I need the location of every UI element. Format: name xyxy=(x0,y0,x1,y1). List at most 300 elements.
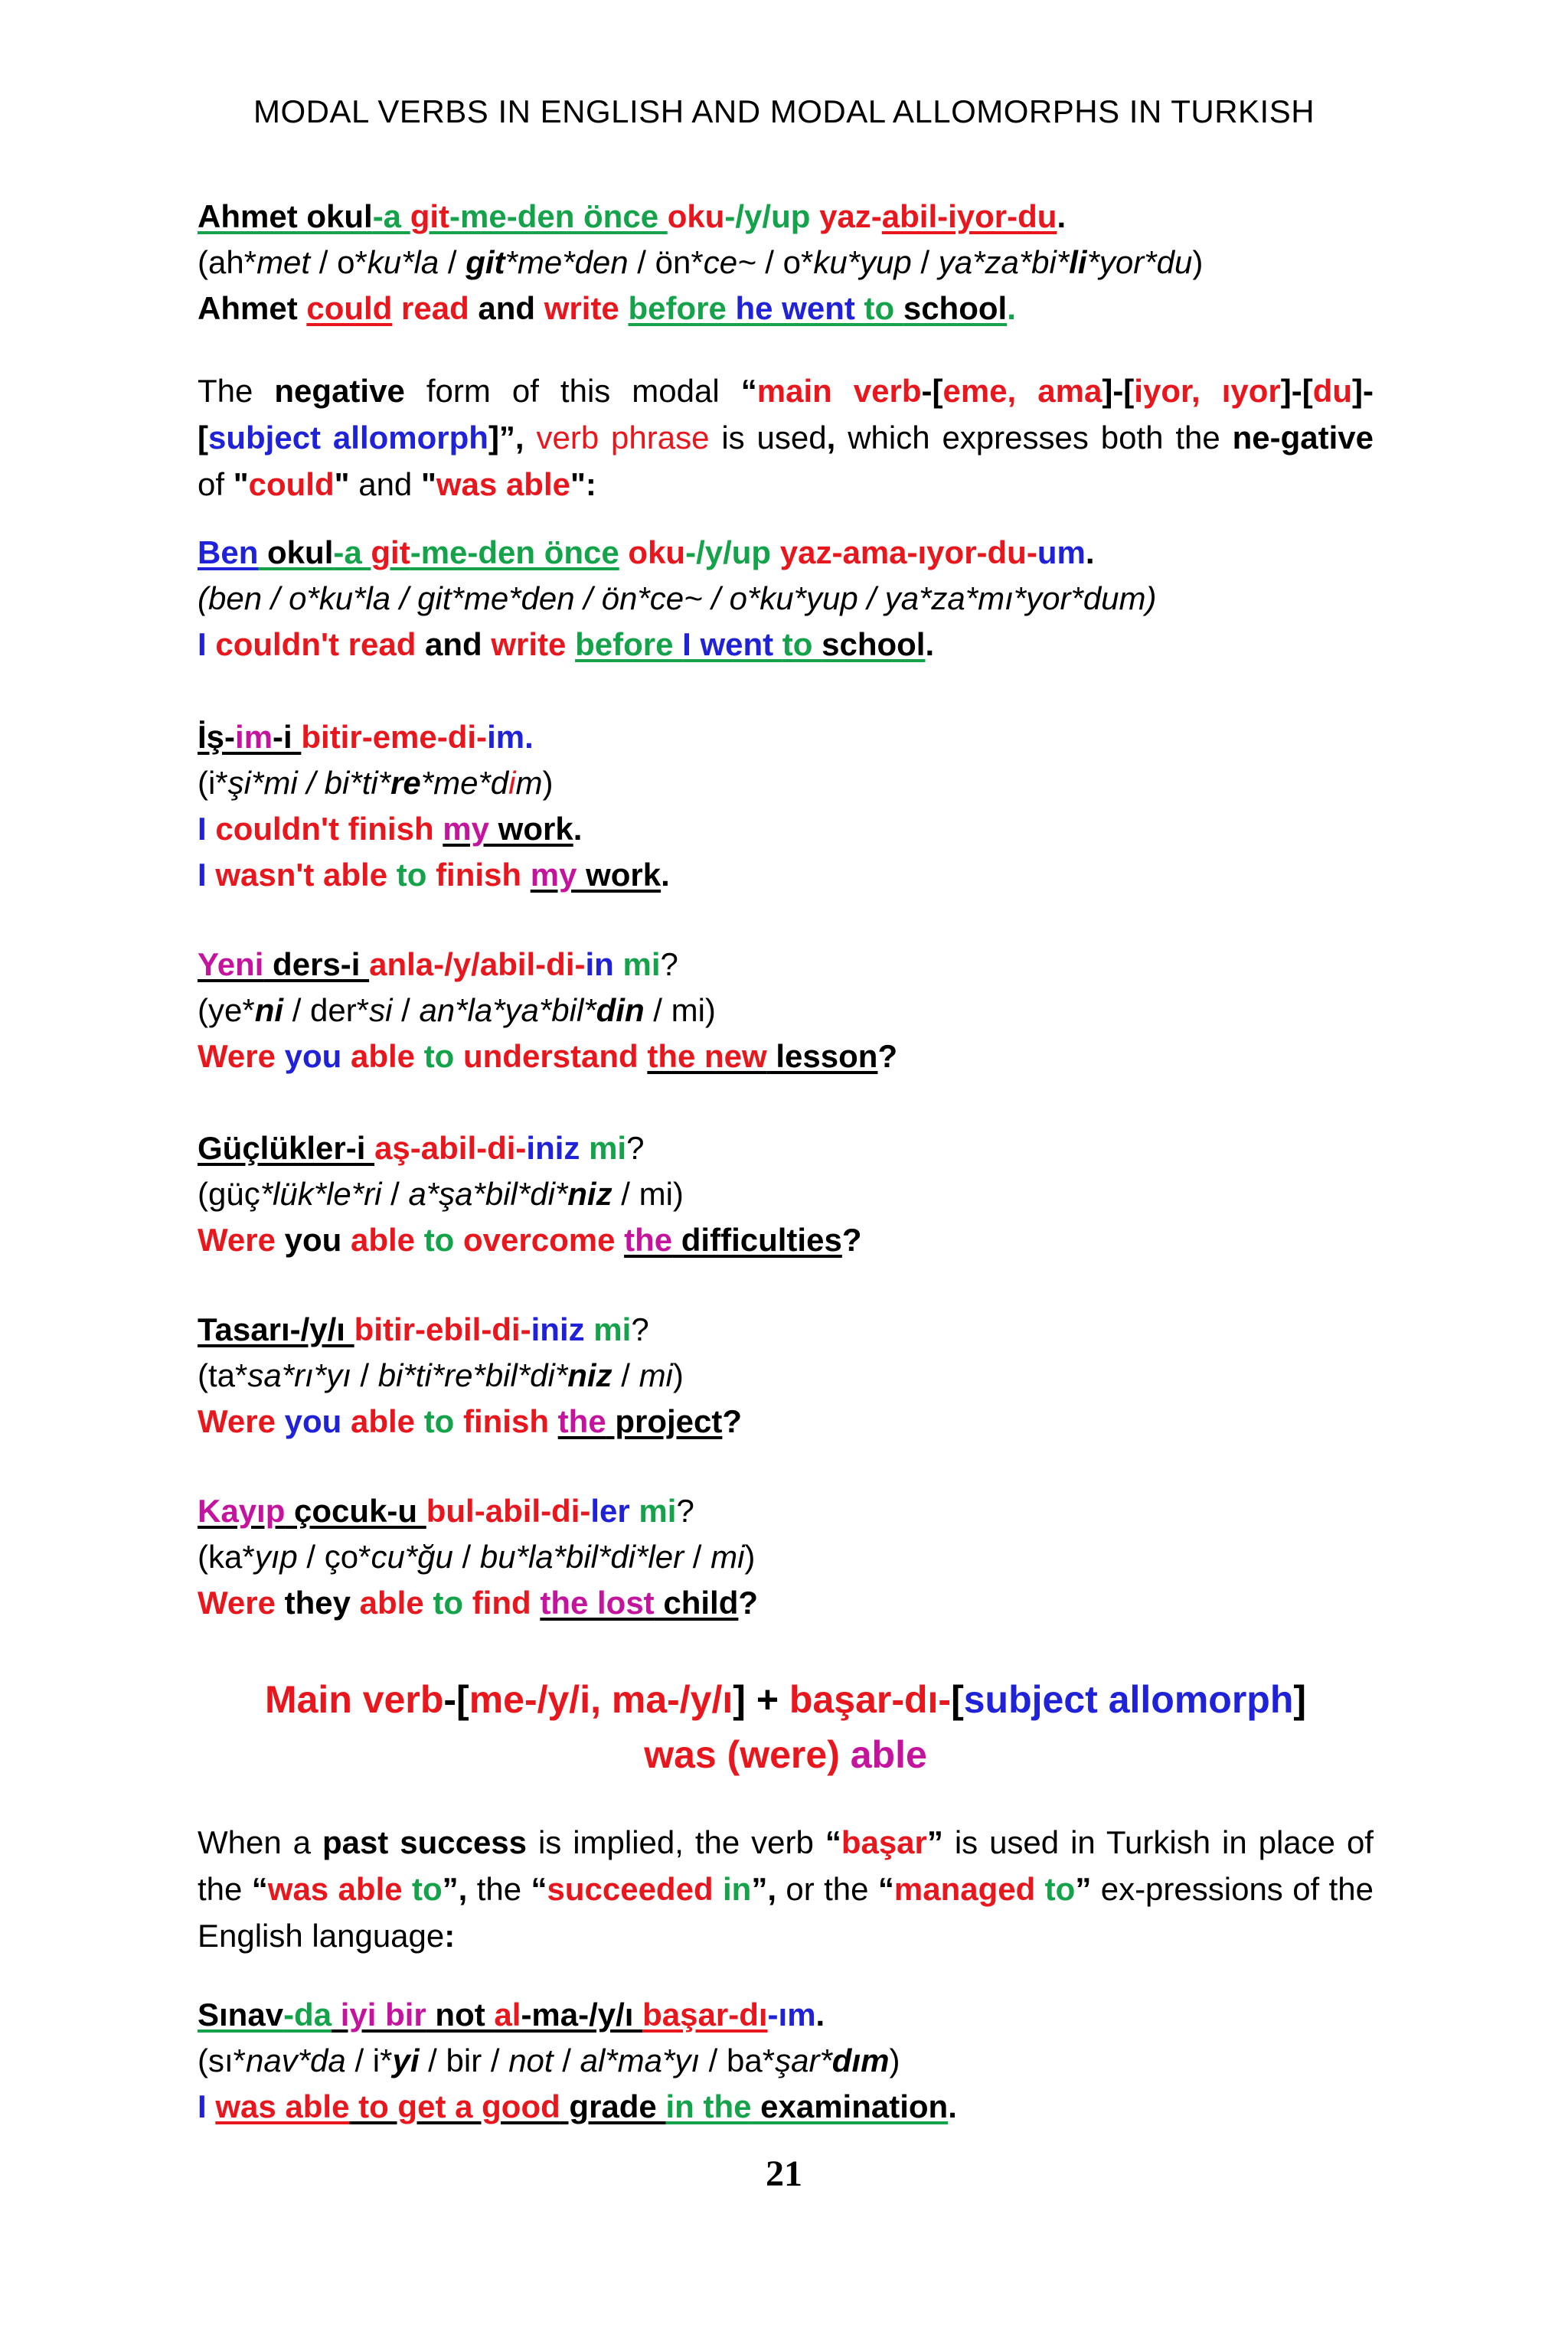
example-7 xyxy=(198,1488,1374,1626)
word: my xyxy=(530,857,577,893)
suffix: -/y/up xyxy=(685,534,780,570)
word: and xyxy=(416,626,492,662)
turkish-sentence xyxy=(198,530,1374,576)
pron: (ye* xyxy=(198,992,255,1028)
text: Main verb xyxy=(264,1678,444,1721)
pron: a*şa*bil*di* xyxy=(408,1176,568,1212)
text: “ xyxy=(825,1824,841,1860)
pron: / xyxy=(351,1357,378,1393)
word: child xyxy=(654,1585,739,1621)
suffix: -me-den önce xyxy=(449,198,668,234)
pron: cu*ğu xyxy=(371,1539,453,1575)
pron: ) xyxy=(672,1357,684,1393)
modal: could xyxy=(306,290,393,326)
pron: / ço* xyxy=(297,1539,371,1575)
suffix: -i xyxy=(273,719,302,755)
underlined-phrase xyxy=(624,1222,842,1258)
punct: ? xyxy=(722,1403,743,1439)
pronunciation xyxy=(198,2038,1374,2084)
subject-suffix: -ım xyxy=(767,1997,816,2033)
word: to xyxy=(423,1222,463,1258)
pron: i xyxy=(508,765,516,801)
underlined-phrase xyxy=(540,1585,738,1621)
pron: (i* xyxy=(198,765,228,801)
pron: mi xyxy=(639,1357,673,1393)
word: difficulties xyxy=(672,1222,842,1258)
pron: git xyxy=(466,244,505,280)
modal-suffix: yaz-ama-ıyor-du- xyxy=(779,534,1037,570)
word: - xyxy=(224,719,236,755)
word: grade xyxy=(560,2088,666,2124)
word: the xyxy=(624,1222,673,1258)
paragraph-negative xyxy=(198,367,1374,508)
text: " xyxy=(420,466,436,502)
word: to xyxy=(423,1403,463,1439)
punct: . xyxy=(1007,290,1016,326)
word: in the xyxy=(665,2088,752,2124)
english-translation-2 xyxy=(198,852,1374,898)
english-translation xyxy=(198,1217,1374,1263)
pron: / xyxy=(684,1539,711,1575)
text: " xyxy=(334,466,350,502)
text: ] xyxy=(1293,1678,1307,1721)
word: to xyxy=(433,1585,472,1621)
english-translation xyxy=(198,1033,1374,1079)
text: able xyxy=(850,1733,927,1776)
pron: / xyxy=(392,992,420,1028)
word: understand xyxy=(463,1038,648,1074)
pron: / xyxy=(381,1176,409,1212)
subject-suffix: in xyxy=(585,946,614,982)
text: ]-[ xyxy=(1102,373,1135,409)
text: -[ xyxy=(443,1678,469,1721)
verb: al xyxy=(494,1997,521,2033)
question-particle: mi xyxy=(580,1130,627,1166)
pron: / xyxy=(439,244,466,280)
underlined-phrase xyxy=(443,811,573,847)
pron: ku*la xyxy=(367,244,439,280)
word: the new xyxy=(647,1038,767,1074)
verb: git xyxy=(371,534,410,570)
word: couldn't read xyxy=(215,626,416,662)
pron: *me*d xyxy=(420,765,509,801)
subject-suffix: im xyxy=(487,719,525,755)
word: Ben xyxy=(198,534,259,570)
english-translation xyxy=(198,1399,1374,1445)
text: : xyxy=(444,1918,456,1954)
word: couldn't finish xyxy=(215,811,443,847)
text: “ xyxy=(531,1871,547,1907)
text: subject allomorph xyxy=(208,420,488,456)
punct: . xyxy=(815,1997,825,2033)
word: iyi bir xyxy=(332,1997,426,2033)
text: in xyxy=(723,1871,752,1907)
text: başar-dı- xyxy=(789,1678,952,1721)
question-particle: mi xyxy=(584,1311,632,1347)
pron: ya*za*bi* xyxy=(938,244,1070,280)
word: project xyxy=(606,1403,723,1439)
pron: din xyxy=(596,992,645,1028)
pronunciation xyxy=(198,1353,1374,1399)
text: başar xyxy=(841,1824,927,1860)
page-number: 21 xyxy=(766,2153,802,2194)
pron: nav*da xyxy=(246,2042,346,2078)
suffix: -da xyxy=(283,1997,332,2033)
word: çocuk-u xyxy=(285,1493,426,1529)
word: you xyxy=(284,1038,351,1074)
pron: met xyxy=(256,244,311,280)
underlined-phrase xyxy=(198,719,301,755)
punct: . xyxy=(524,719,534,755)
pron: not xyxy=(508,2042,554,2078)
subject-suffix: iniz xyxy=(531,1311,585,1347)
pronunciation xyxy=(198,1171,1374,1217)
word: to xyxy=(864,290,903,326)
pron: yıp xyxy=(254,1539,298,1575)
text: to xyxy=(411,1871,443,1907)
word: Kayıp xyxy=(198,1493,286,1529)
word: and xyxy=(478,290,544,326)
text: ] + xyxy=(733,1678,789,1721)
english-translation xyxy=(198,1580,1374,1626)
text: of xyxy=(198,466,234,502)
text: ” xyxy=(926,1824,943,1860)
text: iyor, ıyor xyxy=(1134,373,1281,409)
text: ” xyxy=(1075,1871,1092,1907)
pron: li xyxy=(1069,244,1087,280)
pron: bu*la*bil*di*ler xyxy=(479,1539,684,1575)
word: able xyxy=(350,1403,424,1439)
text: to xyxy=(1044,1871,1076,1907)
pronunciation xyxy=(198,988,1374,1033)
text: ": xyxy=(570,466,596,502)
pron: / xyxy=(452,1539,480,1575)
text: -[ xyxy=(921,373,943,409)
pron: / bir / xyxy=(419,2042,509,2078)
pron: / i* xyxy=(345,2042,393,2078)
word: work xyxy=(577,857,662,893)
word: Güçlükler-i xyxy=(198,1130,375,1166)
word: I xyxy=(198,811,216,847)
word: Were xyxy=(198,1038,285,1074)
example-2 xyxy=(198,530,1374,668)
punct: ? xyxy=(841,1222,862,1258)
pronunciation xyxy=(198,1534,1374,1580)
punct: . xyxy=(661,857,670,893)
subject-suffix: ler xyxy=(590,1493,630,1529)
text: ]-[ xyxy=(198,373,1374,456)
word: the xyxy=(557,1403,606,1439)
word: Ahmet xyxy=(198,290,307,326)
text: du xyxy=(1312,373,1353,409)
modal-suffix: abil-iyor-du xyxy=(881,198,1057,234)
text: was (were) xyxy=(644,1733,851,1776)
english-translation xyxy=(198,622,1374,668)
pron: / der* xyxy=(283,992,370,1028)
pron: m xyxy=(515,765,543,801)
text: was able xyxy=(267,1871,412,1907)
word: overcome xyxy=(463,1222,625,1258)
pron: ) xyxy=(744,1539,756,1575)
pron: *yor*du xyxy=(1086,244,1193,280)
question-particle: mi xyxy=(629,1493,677,1529)
word: was able xyxy=(215,2088,350,2124)
pron: (sı* xyxy=(198,2042,246,2078)
pron: ni xyxy=(254,992,284,1028)
pron: dım xyxy=(831,2042,890,2078)
word: school xyxy=(903,290,1008,326)
text: ”, xyxy=(442,1871,468,1907)
pron: bi*ti*re*bil*di* xyxy=(377,1357,568,1393)
modal-suffix: aş-abil-di- xyxy=(374,1130,527,1166)
pron: şar* xyxy=(775,2042,832,2078)
word: able xyxy=(359,1585,433,1621)
text: ne-gative xyxy=(1232,420,1374,456)
pronunciation xyxy=(198,240,1374,286)
english-translation xyxy=(198,806,1374,852)
suffix: -/y/up xyxy=(724,198,820,234)
punct: ? xyxy=(877,1038,898,1074)
text: “ xyxy=(740,373,757,409)
verb: bitir xyxy=(354,1311,415,1347)
pron: / ba* xyxy=(700,2042,776,2078)
english-translation xyxy=(198,286,1374,331)
turkish-sentence xyxy=(198,1307,1374,1353)
turkish-sentence xyxy=(198,942,1374,988)
underlined-phrase xyxy=(494,1997,642,2033)
word: İş xyxy=(198,719,225,755)
pron: ce~ xyxy=(703,244,756,280)
word: wasn't able xyxy=(215,857,397,893)
suffix: -me-den önce xyxy=(410,534,619,570)
example-8 xyxy=(198,1992,1374,2130)
text: eme, ama xyxy=(942,373,1102,409)
example-4 xyxy=(198,942,1374,1079)
punct: . xyxy=(948,2088,957,2124)
word: examination xyxy=(751,2088,949,2124)
word: able xyxy=(350,1038,424,1074)
text: is implied, the verb xyxy=(527,1824,825,1860)
text: the xyxy=(467,1871,531,1907)
text: ex-pressions of the English language xyxy=(198,1871,1374,1954)
word: before xyxy=(575,626,683,662)
pron: yi xyxy=(392,2042,420,2078)
underlined-phrase xyxy=(198,534,619,570)
turkish-sentence xyxy=(198,194,1374,240)
text: past success xyxy=(322,1824,528,1860)
word: to get a good xyxy=(349,2088,560,2124)
text: When a xyxy=(198,1824,322,1860)
turkish-sentence xyxy=(198,1488,1374,1534)
text: “ xyxy=(251,1871,268,1907)
turkish-sentence xyxy=(198,1992,1374,2038)
underlined-phrase xyxy=(198,198,668,234)
word: work xyxy=(489,811,573,847)
subject-suffix: um xyxy=(1037,534,1086,570)
pron: (güç xyxy=(198,1176,260,1212)
example-6 xyxy=(198,1307,1374,1445)
word: they xyxy=(284,1585,360,1621)
pron: / o* xyxy=(310,244,368,280)
word: to xyxy=(423,1038,463,1074)
paragraph-past-success xyxy=(198,1819,1374,1959)
pron: si xyxy=(369,992,393,1028)
pronunciation xyxy=(198,760,1374,806)
word: I went xyxy=(682,626,782,662)
pron: re xyxy=(390,765,421,801)
verb: bitir xyxy=(301,719,362,755)
pron: (ah* xyxy=(198,244,257,280)
example-3 xyxy=(198,714,1374,898)
text: verb phrase xyxy=(524,420,710,456)
verb: oku xyxy=(667,198,725,234)
subject-suffix: iniz xyxy=(526,1130,580,1166)
pron: / xyxy=(911,244,939,280)
example-1 xyxy=(198,194,1374,331)
word: school xyxy=(822,626,926,662)
pron: niz xyxy=(567,1357,612,1393)
text: form of this modal xyxy=(404,373,741,409)
word: not xyxy=(426,1997,495,2033)
underlined-phrase xyxy=(198,1997,332,2033)
pron: niz xyxy=(567,1176,612,1212)
word: write xyxy=(544,290,629,326)
text: subject allomorph xyxy=(963,1678,1294,1721)
heading-line-1 xyxy=(198,1672,1374,1727)
word: Sınav xyxy=(198,1997,284,2033)
text: The xyxy=(198,373,275,409)
running-header: MODAL VERBS IN ENGLISH AND MODAL ALLOMORPHS IN TURKISH xyxy=(253,93,1315,129)
text: ]”, xyxy=(488,420,524,456)
word: find xyxy=(472,1585,541,1621)
pron: *me*den xyxy=(505,244,629,280)
text: “ xyxy=(877,1871,894,1907)
punct: ? xyxy=(626,1130,645,1166)
pron: ) xyxy=(542,765,554,801)
modal-suffix: -ebil-di- xyxy=(414,1311,531,1347)
underlined-phrase xyxy=(628,290,1007,326)
pron: mi xyxy=(710,1539,745,1575)
text: [ xyxy=(951,1678,964,1721)
word: Ahmet okul xyxy=(198,198,373,234)
word: Were xyxy=(198,1585,285,1621)
word: write xyxy=(491,626,576,662)
text: could xyxy=(248,466,335,502)
modal-suffix: -eme-di- xyxy=(361,719,488,755)
word: okul xyxy=(258,534,334,570)
underlined-phrase xyxy=(575,626,925,662)
word: I xyxy=(198,857,216,893)
text: negative xyxy=(274,373,405,409)
example-5 xyxy=(198,1125,1374,1263)
pron: ) xyxy=(1192,244,1204,280)
word: read xyxy=(392,290,479,326)
suffix: -a xyxy=(372,198,410,234)
word: he went xyxy=(735,290,864,326)
underlined-phrase xyxy=(531,857,661,893)
punct: ? xyxy=(631,1311,649,1347)
word: before xyxy=(628,290,736,326)
text: or the xyxy=(776,1871,878,1907)
pron: / xyxy=(612,1357,639,1393)
text: , xyxy=(826,420,836,456)
suffix: im xyxy=(235,719,273,755)
word: finish xyxy=(436,857,531,893)
pron: / o* xyxy=(756,244,814,280)
text: " xyxy=(233,466,249,502)
text: was able xyxy=(436,466,570,502)
text: which expresses both the xyxy=(835,420,1233,456)
word: the lost xyxy=(540,1585,655,1621)
word: you xyxy=(284,1403,351,1439)
pron: ) xyxy=(889,2042,900,2078)
word: my xyxy=(443,811,489,847)
word: Were xyxy=(198,1222,285,1258)
punct: . xyxy=(573,811,583,847)
text: me-/y/i, ma-/y/ı xyxy=(469,1678,733,1721)
pron: (ta* xyxy=(198,1357,248,1393)
underlined-phrase xyxy=(198,946,369,982)
pron: sa*rı*yı xyxy=(247,1357,351,1393)
punct: . xyxy=(925,626,935,662)
verb: oku xyxy=(619,534,686,570)
question-particle: mi xyxy=(613,946,661,982)
pron: *lük*le*ri xyxy=(260,1176,382,1212)
word: to xyxy=(396,857,436,893)
word: I xyxy=(198,2088,216,2124)
pron: (ka* xyxy=(198,1539,255,1575)
text: ]-[ xyxy=(1280,373,1313,409)
text: is used in Turkish in place of the xyxy=(198,1824,1374,1907)
pron: / mi) xyxy=(612,1176,684,1212)
underlined-phrase xyxy=(558,1403,723,1439)
text: and xyxy=(349,466,421,502)
underlined-phrase xyxy=(665,2088,948,2124)
modal-suffix: anla-/y/abil-di- xyxy=(369,946,586,982)
word: lesson xyxy=(766,1038,878,1074)
pron: an*la*ya*bil* xyxy=(419,992,596,1028)
underlined-phrase xyxy=(647,1038,877,1074)
pronunciation: (ben / o*ku*la / git*me*den / ön*ce~ / o*ku*yup / ya*za*mı*yor*dum) xyxy=(198,580,1157,616)
text: managed xyxy=(893,1871,1045,1907)
word: finish xyxy=(463,1403,558,1439)
pron: / ön* xyxy=(628,244,704,280)
pron: şi*mi / bi*ti* xyxy=(227,765,391,801)
pron: ku*yup xyxy=(813,244,912,280)
word: ders-i xyxy=(263,946,370,982)
verb: git xyxy=(410,198,450,234)
word: Were xyxy=(198,1403,285,1439)
text: succeeded xyxy=(547,1871,723,1907)
section-heading xyxy=(198,1672,1374,1782)
punct: ? xyxy=(660,946,678,982)
suffix: -ma-/y/ı xyxy=(521,1997,643,2033)
word: I xyxy=(198,626,216,662)
text: main verb xyxy=(756,373,922,409)
word: Yeni xyxy=(198,946,264,982)
text: ”, xyxy=(751,1871,776,1907)
word: Tasarı-/y/ı xyxy=(198,1311,354,1347)
punct: . xyxy=(1057,198,1067,234)
pron: / xyxy=(553,2042,580,2078)
verb: yaz- xyxy=(819,198,882,234)
word: you xyxy=(284,1222,351,1258)
suffix: -a xyxy=(333,534,371,570)
english-translation xyxy=(198,2084,1374,2130)
pron: / mi) xyxy=(644,992,716,1028)
punct: ? xyxy=(738,1585,759,1621)
modal-suffix: bul-abil-di- xyxy=(426,1493,591,1529)
